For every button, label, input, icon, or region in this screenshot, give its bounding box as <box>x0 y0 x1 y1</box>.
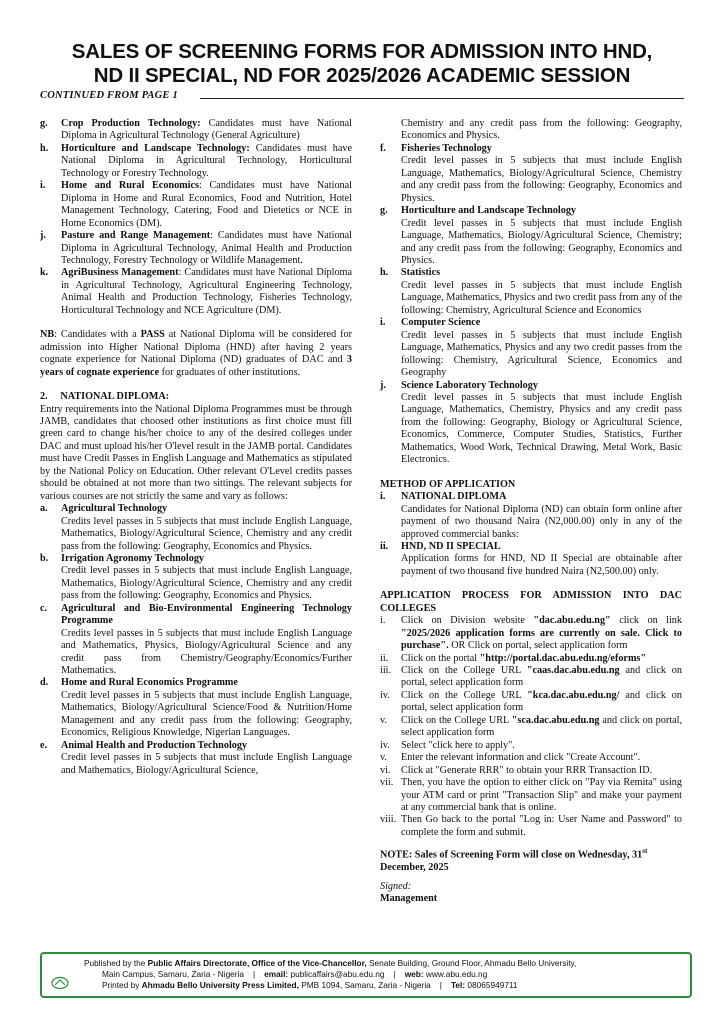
step-text: and click on portal, select application form <box>401 689 682 714</box>
course-item <box>380 317 682 379</box>
footer-text-segment: PMB 1094, Samaru, Zaria - Nigeria <box>298 979 431 990</box>
left-column <box>40 118 352 777</box>
list-item <box>40 267 352 317</box>
footer-tel: 08065949711 <box>465 979 518 990</box>
item-title: AgriBusiness Management <box>61 267 179 279</box>
course-title: Computer Science <box>401 317 481 329</box>
process-step <box>380 752 682 764</box>
item-title: Pasture and Range Management <box>61 230 211 242</box>
nd-heading: 2. NATIONAL DIPLOMA: <box>40 391 170 403</box>
item-marker: i. <box>40 180 46 192</box>
caas-college-link[interactable]: "caas.dac.abu.edu.ng <box>526 665 620 677</box>
signed-label <box>380 881 682 893</box>
nb-text-1: : Candidates with a <box>54 329 141 341</box>
course-item <box>40 503 352 553</box>
course-item <box>380 267 682 317</box>
course-marker: b. <box>40 552 49 564</box>
item-title: Home and Rural Economics <box>61 180 199 192</box>
step-marker: viii. <box>380 814 397 826</box>
course-marker: a. <box>40 503 48 515</box>
nd-intro: Entry requirements into the National Diploma Programmes must be through JAMB, candidates that choosed other institutions as first choice must fill green card to change his/her choice to any of the desired colleges under DAC and must upload his/her O'level result in the JAMB portal. Candidates must have Credit Passes in English Language and Mathematics as stipulated by the National Policy on Education. Other relevant O'Level credits passes should be obtained at not more than two sittings. The relevant subjects for various courses are not strictly the same and vary as follows: <box>40 403 352 502</box>
footer-email-link[interactable]: publicaffairs@abu.edu.ng <box>288 968 385 979</box>
course-marker: e. <box>40 739 48 751</box>
footer-tel-label: Tel: <box>450 979 466 990</box>
process-step <box>380 777 682 814</box>
course-title: Agricultural Technology <box>61 503 168 515</box>
process-step <box>380 715 682 740</box>
process-step <box>380 740 682 752</box>
course-marker: c. <box>40 602 48 614</box>
footer-text-segment: Printed by <box>102 979 142 990</box>
step-text: Enter the relevant information and click "Create Account". <box>401 752 641 764</box>
course-title: Horticulture and Landscape Technology <box>401 205 577 217</box>
course-text: Credit level passes in 5 subjects that must include English Language, Mathematics, Chemistry, Physics and any credit pass from the following: Geography, Biology or Agricultural Science, Economics, Commerce, Computer Studies, Statistics, Further Mathematics, Wood Work, Technical Drawing, Metal Work, Basic Electronics. <box>401 391 682 466</box>
step-text: and click on portal, select application form <box>401 665 682 689</box>
step-marker: iv. <box>380 689 390 701</box>
course-marker: g. <box>380 205 388 217</box>
item-title: Crop Production Technology: <box>61 118 201 129</box>
nb-text-2: at National Diploma will be considered for admission into Higher National Diploma (HND) after having 2 years cognate experience for National Diploma (ND) graduates of DAC and <box>40 329 352 366</box>
item-marker: k. <box>40 267 49 279</box>
step-text: Click on the College URL <box>401 689 528 701</box>
step-text: Then Go back to the portal "Log in: User Name and Password" to complete the form and submit. <box>401 814 682 838</box>
process-step <box>380 814 682 839</box>
footer-line-1 <box>66 958 684 969</box>
item-text: : Candidates must have National Diploma in Agricultural Technology, Agricultural Engineering Technology, Animal Health and Production Technology, Fisheries Technology, Horticultural Technology and NCE Agriculture (DM). <box>61 267 353 316</box>
course-text: Credit level passes in 5 subjects that must include English Language, Mathematics, Physics and two credit pass from any of the following: Chemistry, Agricultural Science and Economics <box>401 279 682 316</box>
course-title: Agricultural and Bio-Environmental Engineering Technology Programme <box>61 602 352 627</box>
footer-separator: | <box>439 979 442 990</box>
method-marker: ii. <box>380 540 389 552</box>
list-item <box>40 118 352 143</box>
item-marker: h. <box>40 142 49 154</box>
continued-course-text: Chemistry and any credit pass from the following: Geography, Economics and Physics. <box>401 118 682 142</box>
process-step <box>380 690 682 715</box>
course-text: Credit level passes in 5 subjects that must include English Language, Mathematics, Biology/Agricultural Science, Chemistry and any credit pass from the following: Geography, Economics and Physics. <box>61 565 352 602</box>
list-item <box>40 230 352 267</box>
application-forms-link[interactable]: "2025/2026 application forms are currently on sale. Click to purchase". <box>401 627 682 652</box>
item-title: Horticulture and Landscape Technology: <box>61 142 250 154</box>
footer-web-label: web: <box>404 968 424 979</box>
course-marker: h. <box>380 267 389 279</box>
course-marker: j. <box>380 379 386 391</box>
process-heading: APPLICATION PROCESS FOR ADMISSION INTO DAC COLLEGES <box>380 590 682 614</box>
right-column <box>380 118 682 906</box>
item-text: Candidates must have National Diploma in Agricultural Technology, Horticultural Technology or Forestry Technology. <box>61 142 353 179</box>
method-title: HND, ND II SPECIAL <box>401 540 501 552</box>
step-marker: iii. <box>380 665 392 677</box>
course-item <box>40 677 352 739</box>
course-title: Home and Rural Economics Programme <box>61 677 238 689</box>
step-marker: ii. <box>380 652 389 664</box>
footer-email-label: email: <box>264 968 289 979</box>
footer-text <box>66 958 684 990</box>
footer-address: Main Campus, Samaru, Zaria - Nigeria <box>102 968 245 979</box>
list-item <box>40 180 352 230</box>
signed-text: Signed: <box>380 880 412 892</box>
course-text: Credit level passes in 5 subjects that must include English Language, Mathematics, Physics and any two credit passes from the following: Chemistry, Agricultural Science, Economics and Geography <box>401 329 682 379</box>
course-text: Credit level passes in 5 subjects that must include English Language, Mathematics, Biology/Agricultural Science/Food & Nutrition/Home Management and any credit pass from the following: Geography, Economics, Religious Knowledge, Nigerian Languages. <box>61 689 352 739</box>
step-text: click on link <box>610 615 682 627</box>
step-marker: vi. <box>380 764 391 776</box>
nb-bold-2: 3 years of cognate experience <box>40 354 352 378</box>
footer-publisher: Public Affairs Directorate, Office of the Vice-Chancellor, <box>147 958 367 968</box>
course-text: Credit level passes in 5 subjects that must include English Language and Mathematics, Biology/Agricultural Science, <box>61 752 352 776</box>
footer-text-segment: Senate Building, Ground Floor, Ahmadu Bello University, <box>366 958 577 968</box>
item-marker: j. <box>40 230 46 242</box>
continued-row <box>40 90 684 104</box>
footer-separator: | <box>253 968 256 979</box>
method-text: Candidates for National Diploma (ND) can obtain form online after payment of two thousand Naira (N2,000.00) only in any of the approved commercial banks: <box>401 503 682 540</box>
method-text: Application forms for HND, ND II Special are obtainable after payment of two thousand five hundred Naira (N2,500.00) only. <box>401 553 682 577</box>
division-website-link[interactable]: "dac.abu.edu.ng" <box>533 615 611 627</box>
course-text: Credit level passes in 5 subjects that must include English Language, Mathematics, Biology/Agricultural Science, Chemistry and any credit pass from the following: Geography, Economics and Physics. <box>401 155 682 204</box>
step-text: Click at "Generate RRR" to obtain your RRR Transaction ID. <box>401 764 653 776</box>
title-line-2: ND II SPECIAL, ND FOR 2025/2026 ACADEMIC SESSION <box>93 64 631 87</box>
process-step <box>380 765 682 777</box>
step-text: Click on the College URL <box>401 665 527 677</box>
footer-printer: Ahmadu Bello University Press Limited, <box>141 979 299 990</box>
method-item <box>380 541 682 578</box>
closing-note-text: NOTE: Sales of Screening Form will close on Wednesday, 31 <box>380 849 643 861</box>
step-text: and click on portal, select application form <box>401 714 682 739</box>
footer-text-segment: Published by the <box>84 958 148 968</box>
closing-note <box>380 845 682 874</box>
process-step <box>380 615 682 652</box>
step-text: Click on the portal <box>401 652 480 664</box>
step-marker: vii. <box>380 777 394 789</box>
course-item <box>40 603 352 678</box>
footer-line-3 <box>66 980 684 991</box>
step-marker: i. <box>380 615 386 627</box>
footer-box <box>40 952 692 998</box>
footer-separator: | <box>393 968 396 979</box>
continued-rule <box>200 98 684 99</box>
closing-note-date: December, 2025 <box>380 862 449 874</box>
nb-pass: PASS <box>140 329 165 341</box>
course-title: Fisheries Technology <box>401 142 492 154</box>
nb-label: NB <box>40 329 55 341</box>
course-marker: d. <box>40 677 49 689</box>
sca-college-link[interactable]: "sca.dac.abu.edu.ng <box>511 714 600 726</box>
course-text: Credit level passes in 5 subjects that must include English Language, Mathematics, Biology/Agricultural Science, Chemistry; and any credit pass from the following: Geography, Economics and Physics. <box>401 217 682 266</box>
course-item <box>380 143 682 205</box>
method-heading: METHOD OF APPLICATION <box>380 478 516 490</box>
course-title: Science Laboratory Technology <box>401 379 538 391</box>
process-step <box>380 665 682 690</box>
step-text: Then, you have the option to either click on "Pay via Remita" using your ATM card or print "Transaction Slip" and make your payment at any commercial bank that is online. <box>401 777 682 814</box>
step-text: Click on Division website <box>401 615 534 627</box>
method-title: NATIONAL DIPLOMA <box>401 491 507 503</box>
signer: Management <box>380 893 438 905</box>
course-text: Credits level passes in 5 subjects that must include English Language and Mathematics, Physics, Biology/Agricultural Science and any credit pass from Chemistry/Geography/Economics/Further Mathematics. <box>61 627 352 677</box>
footer-line-2 <box>66 969 684 980</box>
course-title: Statistics <box>401 267 441 279</box>
page-title <box>0 40 724 88</box>
item-text: : Candidates must have National Diploma in Home and Rural Economics, Food and Nutrition, Hotel Management Technology, Catering, Food and Dietetics or NCE in Home Economics (DM). <box>61 180 352 229</box>
course-text: Credits level passes in 5 subjects that must include English Language, Mathematics, Biology/Agricultural Science, Chemistry and any credit pass from the following: Geography, Economics and Physics. <box>61 515 352 552</box>
step-marker: v. <box>380 752 387 764</box>
course-item <box>380 205 682 267</box>
course-title: Animal Health and Production Technology <box>61 739 248 751</box>
course-marker: f. <box>380 142 386 154</box>
step-text: Click on the College URL <box>401 714 512 726</box>
method-marker: i. <box>380 491 386 503</box>
nb-paragraph <box>40 329 352 379</box>
method-item <box>380 491 682 541</box>
eforms-portal-link[interactable]: "http://portal.dac.abu.edu.ng/eforms" <box>479 652 647 664</box>
closing-note-sup: st <box>642 847 648 856</box>
item-text: : Candidates must have National Diploma in Agricultural Technology, Animal Health and Production Technology, Forestry Technology or Wildlife Management. <box>61 230 352 266</box>
step-text: Select "click here to apply". <box>401 739 515 751</box>
step-marker: v. <box>380 714 387 726</box>
course-item <box>40 553 352 603</box>
step-text: OR Click on portal, select application form <box>448 640 628 652</box>
continued-label: CONTINUED FROM PAGE 1 <box>40 90 178 101</box>
step-marker: iv. <box>380 739 390 751</box>
title-line-1: SALES OF SCREENING FORMS FOR ADMISSION INTO HND, <box>71 40 653 63</box>
item-text: Candidates must have National Diploma in Agricultural Technology (General Agriculture) <box>61 118 353 142</box>
course-marker: i. <box>380 317 386 329</box>
course-title: Irrigation Agronomy Technology <box>61 552 205 564</box>
nb-text-3: for graduates of other institutions. <box>159 366 300 378</box>
kca-college-link[interactable]: "kca.dac.abu.edu.ng/ <box>527 689 620 701</box>
course-item <box>380 380 682 467</box>
item-marker: g. <box>40 118 48 129</box>
course-item <box>40 740 352 777</box>
process-step <box>380 653 682 665</box>
list-item <box>40 143 352 180</box>
footer-web-link[interactable]: www.abu.edu.ng <box>423 968 488 979</box>
